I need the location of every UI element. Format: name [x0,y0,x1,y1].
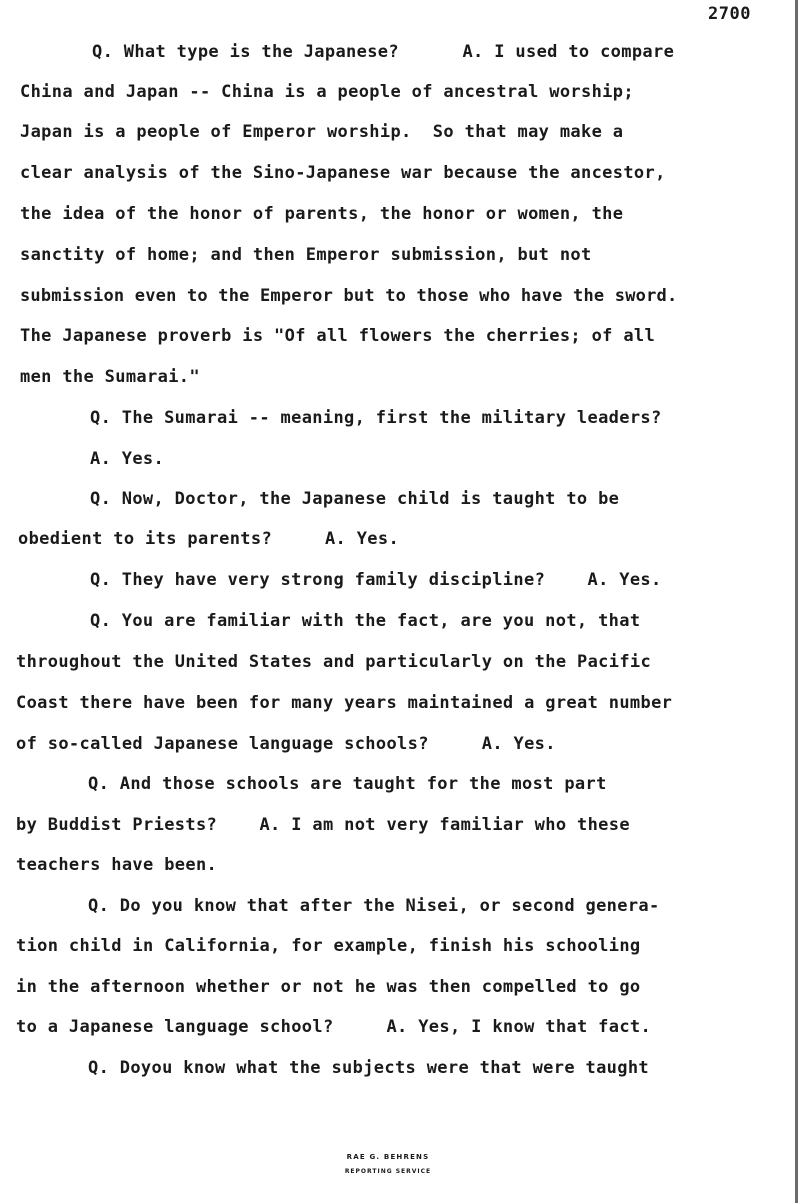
transcript-line: in the afternoon whether or not he was then compelled to go [16,977,641,997]
transcript-line: Q. Doyou know what the subjects were that were taught [88,1058,649,1078]
transcript-line: A. Yes. [90,449,165,469]
reporting-service: REPORTING SERVICE [344,1168,432,1175]
transcript-line: The Japanese proverb is "Of all flowers the cherries; of all [20,326,656,346]
transcript-line: Coast there have been for many years maintained a great number [16,693,673,713]
transcript-line: teachers have been. [16,855,218,875]
transcript-line: Q. Do you know that after the Nisei, or second genera- [88,896,660,916]
transcript-line: to a Japanese language school? A. Yes, I know that fact. [16,1017,652,1037]
transcript-line: Q. Now, Doctor, the Japanese child is taught to be [90,489,620,509]
reporter-name: RAE G. BEHRENS [346,1153,430,1161]
transcript-line: throughout the United States and particularly on the Pacific [16,652,652,672]
transcript-line: obedient to its parents? A. Yes. [18,529,400,549]
transcript-line: Q. And those schools are taught for the most part [88,774,607,794]
transcript-line: men the Sumarai." [20,367,200,387]
transcript-line: submission even to the Emperor but to those who have the sword. [20,286,678,306]
transcript-line: of so-called Japanese language schools? A. Yes. [16,734,556,754]
transcript-line: Japan is a people of Emperor worship. So that may make a [20,122,624,142]
transcript-line: Q. They have very strong family discipline? A. Yes. [90,570,662,590]
transcript-line: clear analysis of the Sino-Japanese war because the ancestor, [20,163,666,183]
page-edge-line [795,0,798,1203]
transcript-line: China and Japan -- China is a people of ancestral worship; [20,82,634,102]
transcript-line: Q. The Sumarai -- meaning, first the military leaders? [90,408,662,428]
transcript-line: tion child in California, for example, finish his schooling [16,936,641,956]
transcript-line: the idea of the honor of parents, the honor or women, the [20,204,624,224]
transcript-line: by Buddist Priests? A. I am not very familiar who these [16,815,630,835]
transcript-line: Q. What type is the Japanese? A. I used to compare [92,42,675,62]
transcript-line: Q. You are familiar with the fact, are you not, that [90,611,641,631]
transcript-line: sanctity of home; and then Emperor submission, but not [20,245,592,265]
page-number: 2700 [708,4,751,24]
